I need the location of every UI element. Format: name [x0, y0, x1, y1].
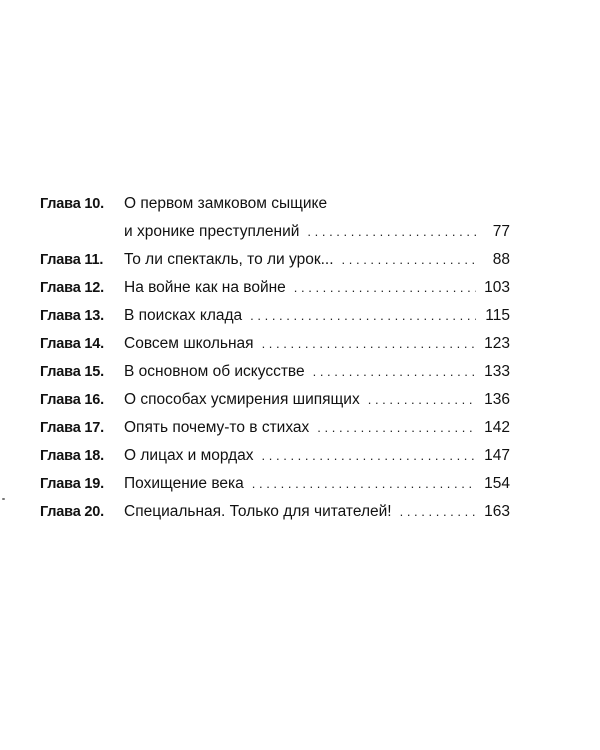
dot-leader: [368, 386, 476, 414]
toc-entry-chapter-17: [40, 414, 510, 442]
page-number: 77: [492, 223, 510, 240]
chapter-label: Глава 11.: [40, 252, 104, 268]
toc-entry-chapter-12: [40, 274, 510, 302]
chapter-title: В основном об искусстве: [124, 363, 305, 380]
page-number: 133: [484, 363, 510, 380]
toc-entry-chapter-15: [40, 358, 510, 386]
chapter-label: Глава 19.: [40, 476, 104, 492]
toc-entry-chapter-20: [40, 498, 510, 526]
chapter-title: То ли спектакль, то ли урок...: [124, 251, 334, 268]
chapter-title: На войне как на войне: [124, 279, 286, 296]
chapter-label: Глава 14.: [40, 336, 104, 352]
chapter-title: О способах усмирения шипящих: [124, 391, 360, 408]
toc-entry-chapter-14: [40, 330, 510, 358]
page-number: 115: [485, 307, 510, 324]
toc-entry-chapter-13: [40, 302, 510, 330]
chapter-title-line-2: и хронике преступлений: [124, 223, 300, 240]
toc-entry-chapter-10-continuation: [40, 218, 510, 246]
dot-leader: [262, 442, 476, 470]
dot-leader: [400, 498, 476, 526]
chapter-title: Похищение века: [124, 475, 244, 492]
dot-leader: [342, 246, 476, 274]
dot-leader: [294, 274, 476, 302]
dot-leader: [307, 218, 476, 246]
table-of-contents: [40, 190, 510, 526]
toc-entry-chapter-16: [40, 386, 510, 414]
page-number: 154: [484, 475, 510, 492]
toc-entry-chapter-10: [40, 190, 510, 218]
page-number: 103: [484, 279, 510, 296]
chapter-label: Глава 12.: [40, 280, 104, 296]
chapter-label: Глава 18.: [40, 448, 104, 464]
chapter-title: В поисках клада: [124, 307, 243, 324]
toc-entry-chapter-18: [40, 442, 510, 470]
page-number: 88: [492, 251, 510, 268]
dot-leader: [317, 414, 476, 442]
dot-leader: [250, 302, 476, 330]
chapter-label: Глава 15.: [40, 364, 104, 380]
page-number: 142: [484, 419, 510, 436]
chapter-title: О лицах и мордах: [124, 447, 254, 464]
chapter-label: Глава 17.: [40, 420, 104, 436]
dot-leader: [262, 330, 476, 358]
page-number: 123: [484, 335, 510, 352]
toc-entry-chapter-11: [40, 246, 510, 274]
chapter-label: Глава 13.: [40, 308, 104, 324]
chapter-label: Глава 20.: [40, 504, 104, 520]
scan-speck: [2, 498, 5, 500]
chapter-label: Глава 10.: [40, 196, 104, 212]
dot-leader: [252, 470, 476, 498]
page-number: 136: [484, 391, 510, 408]
dot-leader: [313, 358, 476, 386]
page-number: 163: [484, 503, 510, 520]
chapter-title: Опять почему-то в стихах: [124, 419, 310, 436]
page-number: 147: [484, 447, 510, 464]
chapter-title: Специальная. Только для читателей!: [124, 503, 392, 520]
toc-entry-chapter-19: [40, 470, 510, 498]
chapter-label: Глава 16.: [40, 392, 104, 408]
chapter-title: Совсем школьная: [124, 335, 254, 352]
chapter-title-line-1: О первом замковом сыщике: [124, 195, 328, 212]
